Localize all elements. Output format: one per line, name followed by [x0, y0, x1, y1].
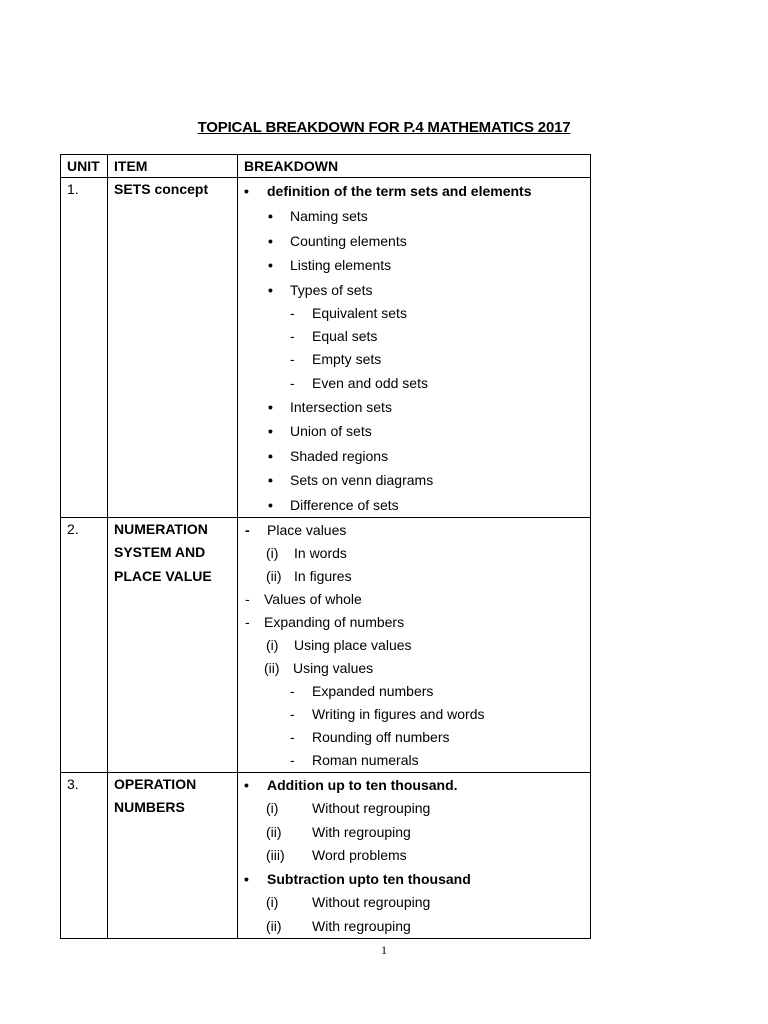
list-item: • Counting elements [244, 229, 584, 254]
list-item: (ii) In figures [266, 567, 352, 584]
list-item: (ii) Using values [264, 659, 374, 676]
list-item: (i) Without regrouping [266, 894, 431, 910]
list-item: (ii) With regrouping [266, 917, 411, 934]
table-row [61, 772, 591, 939]
item-name: NUMERATION SYSTEM AND PLACE VALUE [108, 517, 238, 772]
list-item: (iii) Word problems [266, 847, 407, 863]
list-item: • Sets on venn diagrams [244, 468, 584, 493]
unit-number: 3. [61, 772, 108, 939]
list-item: • Union of sets [244, 419, 584, 444]
list-item: - Expanded numbers [290, 682, 434, 699]
item-name: OPERATION NUMBERS [108, 772, 238, 939]
page-number: 1 [381, 943, 387, 957]
list-item: • Naming sets [244, 204, 584, 229]
unit-number: 1. [61, 178, 108, 518]
list-item: • Addition up to ten thousand. [244, 774, 584, 798]
header-breakdown: BREAKDOWN [238, 155, 591, 178]
list-item: - Rounding off numbers [290, 728, 450, 745]
list-item [244, 180, 584, 204]
breakdown-cell [238, 517, 591, 772]
header-item: ITEM [108, 155, 238, 178]
list-item: • Difference of sets [244, 493, 584, 517]
list-item: - Writing in figures and words [290, 705, 485, 722]
list-item: (ii) With regrouping [266, 823, 411, 840]
breakdown-table [60, 154, 591, 939]
list-item: - Expanding of numbers [245, 613, 405, 630]
list-item: • Subtraction upto ten thousand [244, 868, 584, 892]
list-item: - Place values [245, 521, 347, 538]
header-unit: UNIT [61, 155, 108, 178]
table-row [61, 178, 591, 518]
breakdown-cell [238, 772, 591, 939]
list-item: (i) Without regrouping [266, 800, 431, 816]
document-title: TOPICAL BREAKDOWN FOR P.4 MATHEMATICS 2017 [197, 119, 571, 136]
unit-number: 2. [61, 517, 108, 772]
list-item: - Equivalent sets [290, 304, 407, 321]
breakdown-cell [238, 178, 591, 518]
list-item: - Values of whole [245, 590, 362, 607]
table-row [61, 517, 591, 772]
table-header-row [61, 155, 591, 178]
list-item: • Listing elements [244, 253, 584, 278]
list-item: - Empty sets [290, 350, 382, 367]
list-item: (i) In words [266, 544, 347, 561]
list-item: (i) Using place values [266, 636, 412, 653]
list-item: • Types of sets [244, 278, 584, 302]
list-item: - Equal sets [290, 327, 378, 344]
list-item: • Intersection sets [244, 395, 584, 420]
item-name: SETS concept [108, 178, 238, 518]
list-item: - Even and odd sets [290, 374, 428, 391]
list-item: • Shaded regions [244, 444, 584, 469]
breakdown-heading: definition of the term sets and elements [267, 183, 532, 199]
list-item: - Roman numerals [290, 751, 419, 768]
